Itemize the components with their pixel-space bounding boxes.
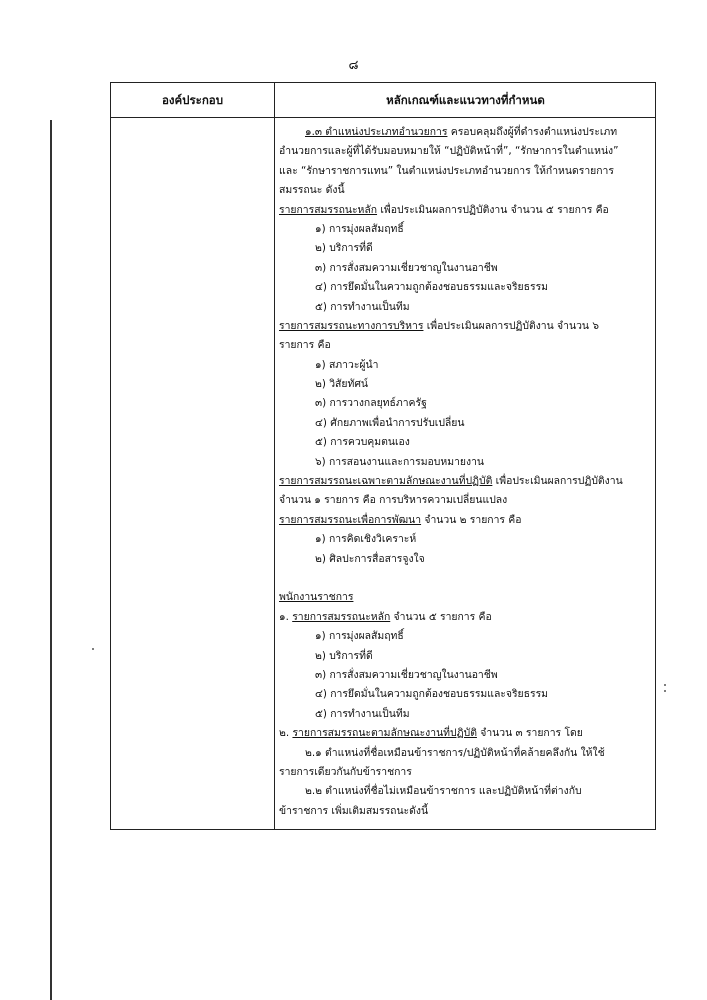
text-line: ๒.๑ ตำแหน่งที่ชื่อเหมือนข้าราชการ/ปฏิบัติหน้าที่คล้ายคลึงกัน ให้ใช้ <box>305 746 605 759</box>
list-item: ๓) การสั่งสมความเชี่ยวชาญในงานอาชีพ <box>315 668 498 681</box>
header-criteria: หลักเกณฑ์และแนวทางที่กำหนด <box>386 93 545 107</box>
list-item: ๑) การมุ่งผลสัมฤทธิ์ <box>315 630 404 643</box>
scan-speck <box>664 684 666 686</box>
table-header-row <box>111 83 655 118</box>
criteria-table <box>110 82 656 830</box>
text-span: เพื่อประเมินผลการปฏิบัติงาน จำนวน ๖ <box>423 319 599 332</box>
list-item: ๒) บริการที่ดี <box>315 649 373 662</box>
employee-section-core <box>279 608 649 627</box>
section-title: รายการสมรรถนะทางการบริหาร <box>279 319 424 332</box>
section-title: รายการสมรรถนะหลัก <box>279 203 378 216</box>
list-item: ๔) การยึดมั่นในความถูกต้องชอบธรรมและจริยธรรม <box>315 281 549 294</box>
text-line: ข้าราชการ เพิ่มเติมสมรรถนะดังนี้ <box>279 804 429 817</box>
text-span: เพื่อประเมินผลการปฏิบัติงาน จำนวน ๕ รายการ คือ <box>377 203 609 216</box>
list-item: ๓) การสั่งสมความเชี่ยวชาญในงานอาชีพ <box>315 261 498 274</box>
list-item: ๖) การสอนงานและการมอบหมายงาน <box>315 455 485 468</box>
text-span: จำนวน ๕ รายการ คือ <box>390 610 492 623</box>
column-divider <box>274 83 275 829</box>
section-title: รายการสมรรถนะหลัก <box>292 610 391 623</box>
list-item: ๕) การทำงานเป็นทีม <box>315 300 410 313</box>
spacer <box>279 569 649 588</box>
text-line: อำนวยการและผู้ที่ได้รับมอบหมายให้ “ปฏิบัติหน้าที่”, “รักษาการในตำแหน่ง” <box>279 145 619 158</box>
text-line: จำนวน ๑ รายการ คือ การบริหารความเปลี่ยนแปลง <box>279 494 508 507</box>
text-line: ๒.๒ ตำแหน่งที่ชื่อไม่เหมือนข้าราชการ และปฏิบัติหน้าที่ต่างกับ <box>305 785 582 798</box>
list-item: ๕) การควบคุมตนเอง <box>315 436 410 449</box>
section-title: รายการสมรรถนะเฉพาะตามลักษณะงานที่ปฏิบัติ <box>279 475 493 488</box>
director-intro-line <box>279 123 649 142</box>
list-item: ๑) การมุ่งผลสัมฤทธิ์ <box>315 222 404 235</box>
page-number: ๘ <box>348 58 359 73</box>
list-item: ๒) บริการที่ดี <box>315 242 373 255</box>
text-line: รายการ คือ <box>279 339 331 352</box>
text-line: รายการเดียวกันกับข้าราชการ <box>279 765 412 778</box>
scan-speck <box>664 690 666 692</box>
criteria-content <box>279 123 649 821</box>
list-item: ๕) การทำงานเป็นทีม <box>315 707 410 720</box>
section-core <box>279 201 649 220</box>
section-development <box>279 511 649 530</box>
list-item: ๔) ศักยภาพเพื่อนำการปรับเปลี่ยน <box>315 416 465 429</box>
section-management <box>279 317 649 336</box>
section-title: รายการสมรรถนะตามลักษณะงานที่ปฏิบัติ <box>292 727 477 740</box>
text-line: สมรรถนะ ดังนี้ <box>279 184 345 197</box>
list-item: ๑) สภาวะผู้นำ <box>315 358 379 371</box>
text-line: และ “รักษาราชการแทน” ในตำแหน่งประเภทอำนวยการ ให้กำหนดรายการ <box>279 164 614 177</box>
binding-margin-line <box>50 120 52 1000</box>
text-span: เพื่อประเมินผลการปฏิบัติงาน <box>492 475 623 488</box>
text-span: ครอบคลุมถึงผู้ที่ดำรงตำแหน่งประเภท <box>447 126 618 138</box>
director-title: ๑.๓ ตำแหน่งประเภทอำนวยการ <box>305 126 448 138</box>
section-functional <box>279 472 649 491</box>
list-item: ๒) วิสัยทัศน์ <box>315 378 369 391</box>
scan-speck <box>92 648 94 650</box>
list-item: ๔) การยึดมั่นในความถูกต้องชอบธรรมและจริยธรรม <box>315 688 549 701</box>
text-span: จำนวน ๓ รายการ โดย <box>476 727 583 740</box>
text-span: ๒. <box>279 727 293 740</box>
list-item: ๑) การคิดเชิงวิเคราะห์ <box>315 533 417 546</box>
text-span: ๑. <box>279 610 293 623</box>
list-item: ๒) ศิลปะการสื่อสารจูงใจ <box>315 552 425 565</box>
section-title: รายการสมรรถนะเพื่อการพัฒนา <box>279 513 422 526</box>
employee-heading: พนักงานราชการ <box>279 591 354 604</box>
employee-section-functional <box>279 724 649 743</box>
list-item: ๓) การวางกลยุทธ์ภาครัฐ <box>315 397 427 410</box>
text-span: จำนวน ๒ รายการ คือ <box>421 513 522 526</box>
header-component: องค์ประกอบ <box>161 93 224 107</box>
